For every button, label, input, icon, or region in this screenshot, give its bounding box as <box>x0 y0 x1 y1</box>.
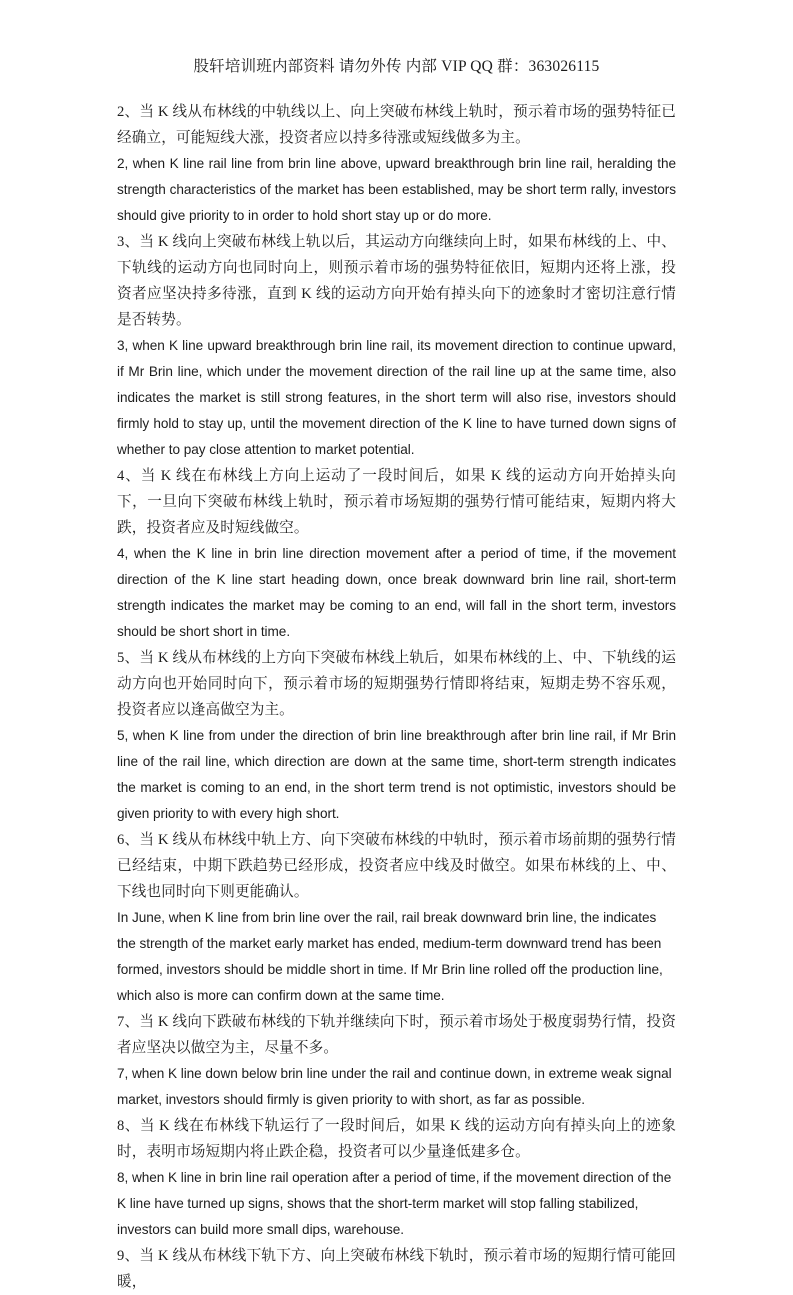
paragraph-item-5-en: 5, when K line from under the direction of brin line breakthrough after brin line rail, if Mr Brin line of the rail line, which direction are down at the same time, short-term strength indicates the market is coming to an end, in the short term trend is not optimistic, investors should be given priority to with every high short. <box>117 728 676 821</box>
paragraph-item-8-en: 8, when K line in brin line rail operation after a period of time, if the movement direction of the K line have turned up signs, shows that the short-term market will stop falling stabilized, investors can build more small dips, warehouse. <box>117 1170 672 1237</box>
paragraph-item-7-zh: 7、当 K 线向下跌破布林线的下轨并继续向下时，预示着市场处于极度弱势行情，投资者应坚决以做空为主，尽量不多。 <box>117 1014 676 1056</box>
paragraph-item-6-en: In June, when K line from brin line over the rail, rail break downward brin line, the indicates the strength of the market early market has ended, medium-term downward trend has been formed, investors should be middle short in time. If Mr Brin line rolled off the production line, which also is more can confirm down at the same time. <box>117 910 663 1003</box>
paragraph-item-4-zh: 4、当 K 线在布林线上方向上运动了一段时间后，如果 K 线的运动方向开始掉头向下，一旦向下突破布林线上轨时，预示着市场短期的强势行情可能结束，短期内将大跌，投资者应及时短线做空。 <box>117 468 676 536</box>
paragraph-item-3-en: 3, when K line upward breakthrough brin line rail, its movement direction to continue upward, if Mr Brin line, which under the movement direction of the rail line up at the same time, also indicates the market is still strong features, in the short term will also rise, investors should firmly hold to stay up, until the movement direction of the K line to have turned down signs of whether to pay close attention to market potential. <box>117 338 676 457</box>
paragraph-item-2-zh: 2、当 K 线从布林线的中轨线以上、向上突破布林线上轨时，预示着市场的强势特征已经确立，可能短线大涨，投资者应以持多待涨或短线做多为主。 <box>117 104 676 146</box>
paragraph-item-3-zh: 3、当 K 线向上突破布林线上轨以后，其运动方向继续向上时，如果布林线的上、中、下轨线的运动方向也同时向上，则预示着市场的强势特征依旧，短期内还将上涨，投资者应坚决持多待涨，直到 K 线的运动方向开始有掉头向下的迹象时才密切注意行情是否转势。 <box>117 234 676 328</box>
paragraph-item-4-en: 4, when the K line in brin line direction movement after a period of time, if the movement direction of the K line start heading down, once break downward brin line rail, short-term strength indicates the market may be coming to an end, will fall in the short term, investors should be short short in time. <box>117 546 676 639</box>
paragraph-item-8-zh: 8、当 K 线在布林线下轨运行了一段时间后，如果 K 线的运动方向有掉头向上的迹象时，表明市场短期内将止跌企稳，投资者可以少量逢低建多仓。 <box>117 1118 676 1160</box>
paragraph-item-7-en: 7, when K line down below brin line under the rail and continue down, in extreme weak signal market, investors should firmly is given priority to with short, as far as possible. <box>117 1066 672 1107</box>
paragraph-item-6-zh: 6、当 K 线从布林线中轨上方、向下突破布林线的中轨时，预示着市场前期的强势行情已经结束，中期下跌趋势已经形成，投资者应中线及时做空。如果布林线的上、中、下线也同时向下则更能确认。 <box>117 832 676 900</box>
document-header: 股轩培训班内部资料 请勿外传 内部 VIP QQ 群：363026115 <box>193 58 600 75</box>
paragraph-item-9-zh: 9、当 K 线从布林线下轨下方、向上突破布林线下轨时，预示着市场的短期行情可能回暖， <box>117 1248 676 1290</box>
paragraph-item-2-en: 2, when K line rail line from brin line above, upward breakthrough brin line rail, heralding the strength characteristics of the market has been established, may be short term rally, investors should give priority to in order to hold short stay up or do more. <box>117 156 676 223</box>
paragraph-item-5-zh: 5、当 K 线从布林线的上方向下突破布林线上轨后，如果布林线的上、中、下轨线的运动方向也开始同时向下，预示着市场的短期强势行情即将结束，短期走势不容乐观，投资者应以逢高做空为主。 <box>117 650 676 718</box>
document-body <box>117 99 676 1295</box>
